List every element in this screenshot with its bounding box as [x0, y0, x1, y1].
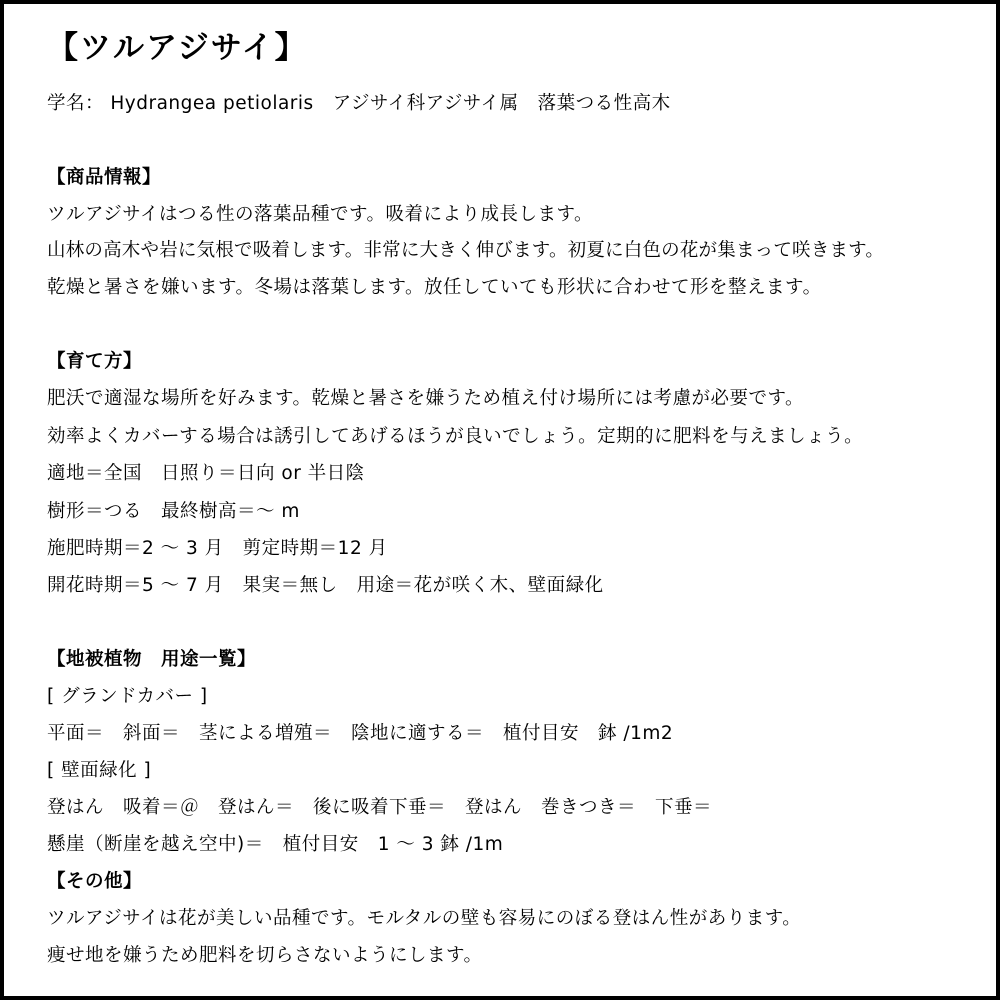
- product-info-line: ツルアジサイはつる性の落葉品種です。吸着により成長します。: [47, 204, 594, 225]
- product-info-line: 山林の高木や岩に気根で吸着します。非常に大きく伸びます。初夏に白色の花が集まって咲きます。: [47, 240, 885, 261]
- other-heading: 【その他】: [47, 871, 143, 892]
- growing-line: 樹形＝つる 最終樹高＝～ m: [47, 501, 300, 522]
- product-info-heading: 【商品情報】: [47, 167, 162, 188]
- growing-heading: 【育て方】: [47, 351, 143, 372]
- page-title: 【ツルアジサイ】: [47, 30, 308, 66]
- wall-greening-subheading: [ 壁面緑化 ]: [47, 760, 152, 781]
- ground-cover-heading: 【地被植物 用途一覧】: [47, 649, 257, 670]
- scientific-name-line: 学名： Hydrangea petiolaris アジサイ科アジサイ属 落葉つる性高木: [47, 93, 671, 114]
- ground-cover-subheading: [ グランドカバー ]: [47, 686, 208, 707]
- wall-greening-line: 懸崖（断崖を越え空中)＝ 植付目安 1 ～ 3 鉢 /1m: [47, 834, 504, 855]
- growing-line: 施肥時期＝2 ～ 3 月 剪定時期＝12 月: [47, 538, 388, 559]
- product-info-line: 乾燥と暑さを嫌います。冬場は落葉します。放任していても形状に合わせて形を整えます。: [47, 277, 822, 298]
- other-line: ツルアジサイは花が美しい品種です。モルタルの壁も容易にのぼる登はん性があります。: [47, 908, 802, 929]
- growing-line: 肥沃で適湿な場所を好みます。乾燥と暑さを嫌うため植え付け場所には考慮が必要です。: [47, 388, 805, 409]
- ground-cover-line: 平面＝ 斜面＝ 茎による増殖＝ 陰地に適する＝ 植付目安 鉢 /1m2: [47, 723, 674, 744]
- growing-line: 開花時期＝5 ～ 7 月 果実＝無し 用途＝花が咲く木、壁面緑化: [47, 575, 604, 596]
- growing-line: 適地＝全国 日照り＝日向 or 半日陰: [47, 463, 365, 484]
- wall-greening-line: 登はん 吸着＝＠ 登はん＝ 後に吸着下垂＝ 登はん 巻きつき＝ 下垂＝: [47, 797, 713, 818]
- growing-line: 効率よくカバーする場合は誘引してあげるほうが良いでしょう。定期的に肥料を与えましょう。: [47, 426, 864, 447]
- other-line: 痩せ地を嫌うため肥料を切らさないようにします。: [47, 945, 483, 966]
